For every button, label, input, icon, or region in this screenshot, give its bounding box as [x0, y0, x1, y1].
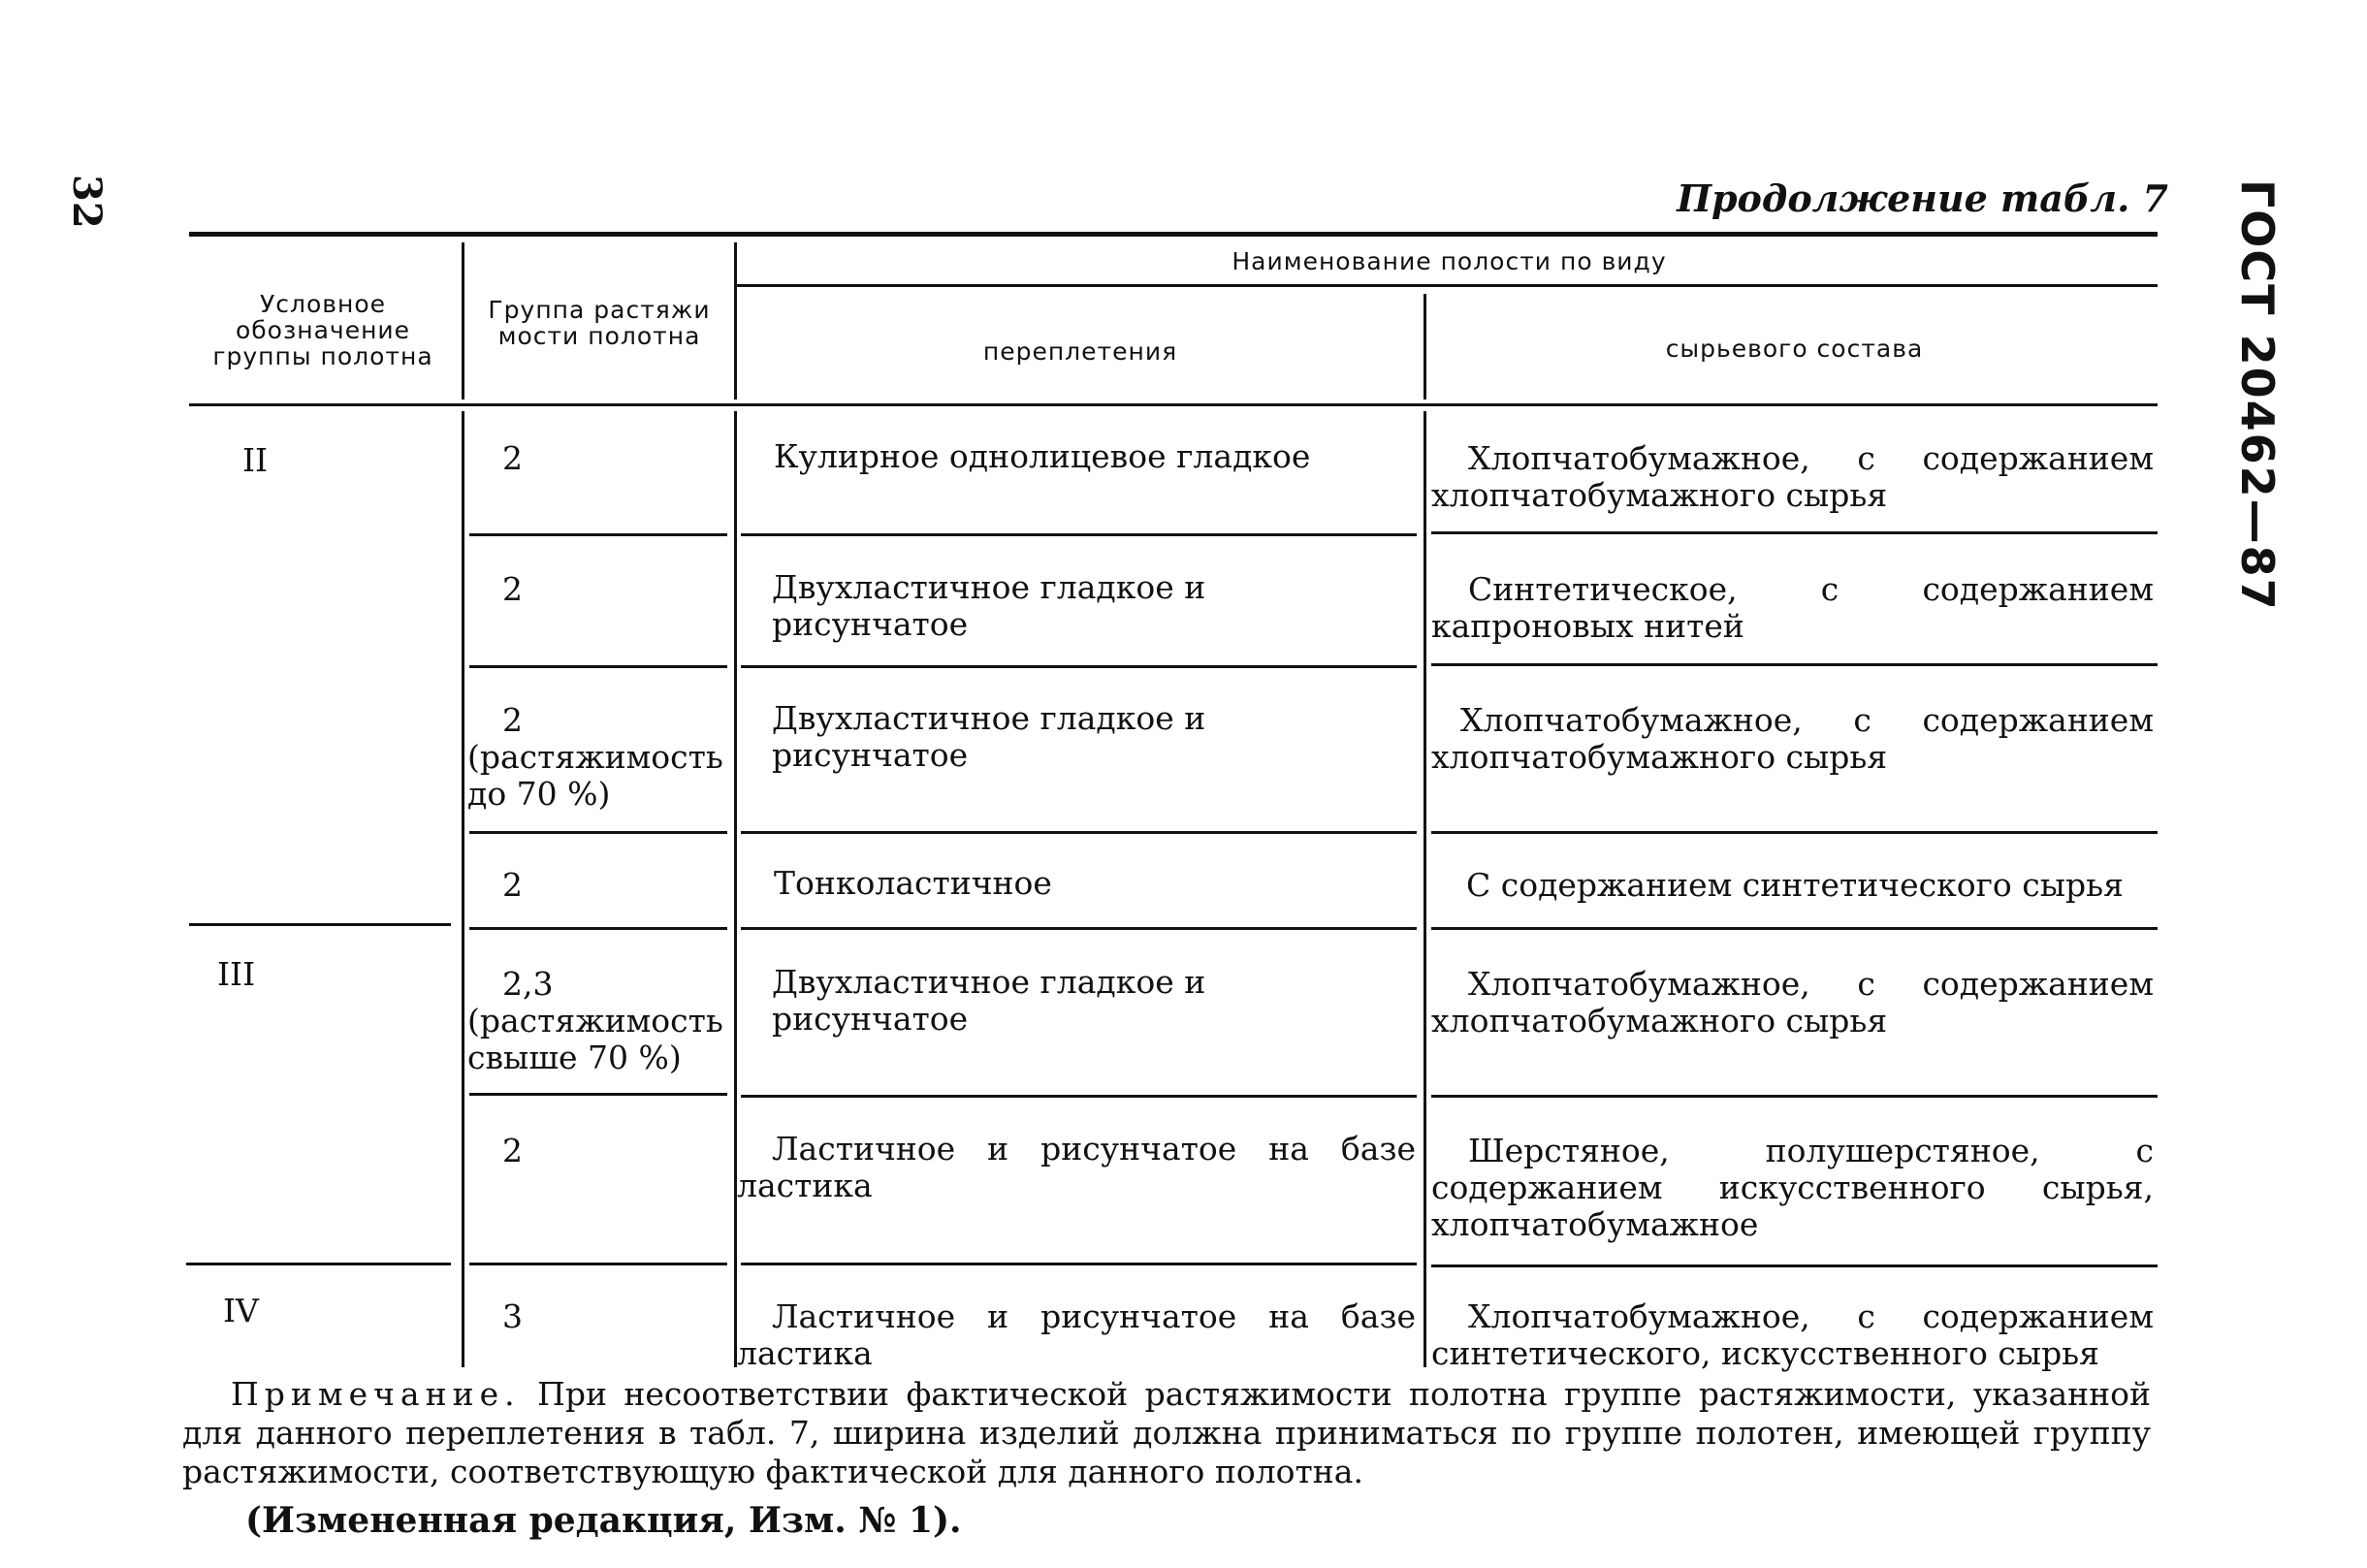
column-divider [1423, 411, 1426, 1367]
row-rule [469, 1093, 727, 1096]
weave-cell: Кулирное однолицевое гладкое [774, 437, 1311, 475]
weave-cell: Двухластичное гладкое и рисунчатое [772, 568, 1206, 643]
row-rule [469, 1263, 727, 1265]
table-continuation-caption: Продолжение табл. 7 [1677, 176, 2168, 220]
amendment-note: (Измененная редакция, Изм. № 1). [245, 1500, 962, 1541]
row-rule [469, 927, 727, 930]
group-rule [189, 923, 451, 926]
header-stretch-group: Группа растяжи мости полотна [488, 296, 711, 350]
row-rule [741, 665, 1417, 668]
table-note [182, 1375, 2151, 1491]
composition-cell: С содержанием синтетического сырья [1466, 866, 2124, 904]
row-rule [1431, 1095, 2158, 1098]
group-label: III [217, 955, 256, 993]
stretch-cell: 2 (растяжимость до 70 %) [467, 701, 723, 813]
stretch-cell: 2 [502, 866, 523, 904]
composition-cell: Шерстяное, полушерстяное, с содержанием искусственного сырья, хлопчатобумажное [1431, 1132, 2154, 1243]
stretch-cell: 2 [502, 439, 523, 477]
group-label: IV [223, 1292, 259, 1329]
row-rule [741, 1263, 1417, 1265]
group-label: II [242, 441, 269, 479]
row-rule [469, 665, 727, 668]
column-divider [462, 411, 464, 1367]
weave-cell: Двухластичное гладкое и рисунчатое [772, 699, 1206, 774]
header-group-symbol: Условное обозначение группы полотна [212, 290, 433, 370]
stretch-cell: 2 [502, 570, 523, 608]
row-rule [741, 831, 1417, 834]
weave-cell: Ластичное и рисунчатое на базе ластика [737, 1297, 1416, 1372]
row-rule [1431, 1264, 2158, 1267]
composition-cell: Синтетическое, с содержанием капроновых нитей [1431, 570, 2154, 645]
column-divider [734, 411, 737, 1367]
weave-cell: Тонколастичное [774, 864, 1052, 902]
stretch-cell: 3 [502, 1297, 523, 1335]
row-rule [741, 1095, 1417, 1098]
row-rule [1431, 531, 2158, 534]
row-rule [469, 533, 727, 536]
header-bottom-rule [189, 403, 2158, 406]
header-divider [462, 242, 464, 400]
note-text: При несоответствии фактической растяжимости полотна группе растяжимости, указанной для данного переплетения в табл. 7, ширина изделий должна приниматься по группе полотен, имеющей группу растяжимости, соответствующую фактической для данного полотна. [182, 1375, 2151, 1490]
header-subrule [735, 284, 2158, 287]
composition-cell: Хлопчатобумажное, с содержанием хлопчатобумажного сырья [1431, 965, 2154, 1040]
row-rule [1431, 831, 2158, 834]
note-lead: Примечание. [231, 1375, 521, 1413]
stretch-cell: 2,3 (растяжимость свыше 70 %) [467, 965, 723, 1076]
row-rule [741, 927, 1417, 930]
stretch-cell: 2 [502, 1132, 523, 1169]
header-divider [1423, 294, 1426, 400]
row-rule [741, 533, 1417, 536]
document-code: ГОСТ 20462—87 [2231, 179, 2284, 612]
weave-cell: Ластичное и рисунчатое на базе ластика [737, 1130, 1416, 1204]
header-weave: переплетения [982, 337, 1178, 366]
row-rule [1431, 927, 2158, 930]
weave-cell: Двухластичное гладкое и рисунчатое [772, 963, 1206, 1038]
row-rule [1431, 663, 2158, 666]
page-number: 32 [64, 175, 110, 229]
row-rule [469, 831, 727, 834]
composition-cell: Хлопчатобумажное, с содержанием синтетического, искусственного сырья [1431, 1297, 2154, 1372]
table-top-rule [189, 232, 2158, 237]
header-naming: Наименование полости по виду [1231, 247, 1667, 275]
composition-cell: Хлопчатобумажное, с содержанием хлопчатобумажного сырья [1431, 701, 2154, 776]
group-rule [186, 1263, 451, 1265]
header-composition: сырьевого состава [1665, 335, 1924, 363]
header-divider [734, 242, 737, 400]
composition-cell: Хлопчатобумажное, с содержанием хлопчатобумажного сырья [1431, 439, 2154, 514]
